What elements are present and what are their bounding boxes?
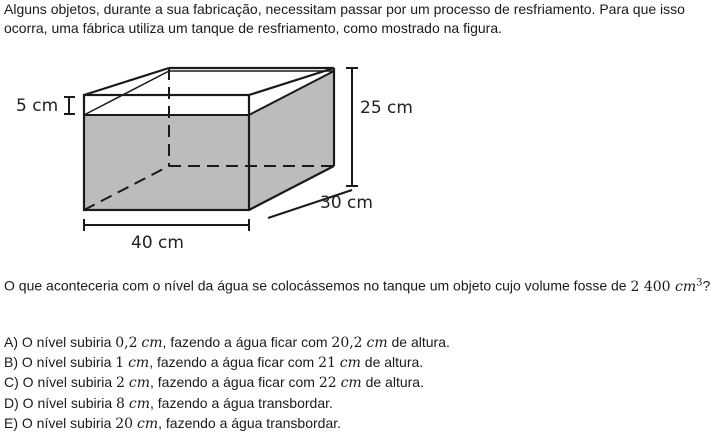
tank-top-left-edge [84, 68, 169, 95]
volume-unit: cm [675, 278, 697, 295]
label-height: 25 cm [360, 98, 413, 118]
option-d[interactable]: D) O nível subiria 8 cm, fazendo a água transbordar. [4, 394, 333, 412]
question-mark: ? [702, 277, 711, 294]
water-front-face [84, 115, 249, 210]
label-top-gap: 5 cm [16, 96, 59, 116]
option-e[interactable]: E) O nível subiria 20 cm, fazendo a água transbordar. [4, 414, 342, 432]
label-depth: 30 cm [320, 193, 373, 213]
option-b[interactable]: B) O nível subiria 1 cm, fazendo a água ficar com 21 cm de altura. [4, 354, 424, 372]
water-surface-back-edge [84, 71, 169, 115]
answer-options [4, 333, 716, 434]
volume-value: 2 400 [630, 278, 671, 295]
label-width: 40 cm [131, 233, 184, 253]
question-volume [631, 279, 703, 295]
question-text [4, 273, 716, 297]
tank-figure [0, 55, 440, 255]
intro-paragraph: Alguns objetos, durante a sua fabricação, necessitam passar por um processo de resfriamento. Para que isso ocorra, uma fábrica utiliza um tanque de resfriamento, como mostrado na figura. [4, 1, 685, 36]
question-body: O que aconteceria com o nível da água se colocássemos no tanque um objeto cujo volume fosse de [4, 277, 627, 294]
volume-exponent: 3 [696, 277, 703, 288]
option-a[interactable]: A) O nível subiria 0,2 cm, fazendo a água ficar com 20,2 cm de altura. [4, 334, 450, 351]
option-c[interactable]: C) O nível subiria 2 cm, fazendo a água ficar com 22 cm de altura. [4, 374, 424, 392]
